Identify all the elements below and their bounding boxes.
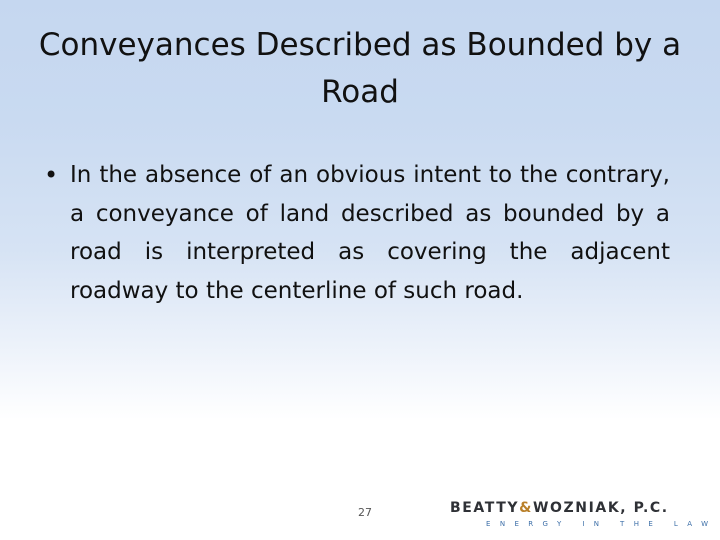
slide-body: [40, 156, 670, 310]
logo-ampersand: &: [519, 500, 533, 516]
logo-tagline: ENERGY IN THE LAW: [486, 520, 718, 528]
bullet-icon: •: [44, 161, 59, 189]
company-logo: [450, 500, 718, 532]
bullet-item: [40, 156, 670, 310]
logo-name: [450, 500, 688, 516]
logo-name-part1: BEATTY: [450, 500, 520, 516]
bullet-text: In the absence of an obvious intent to the contrary, a conveyance of land described as bounded by a road is interpreted as covering the adjacent roadway to the centerline of such road.: [70, 162, 670, 304]
page-number: 27: [358, 506, 372, 519]
slide-title: Conveyances Described as Bounded by a Road: [38, 27, 682, 110]
logo-name-part2: WOZNIAK, P.C.: [532, 500, 669, 516]
